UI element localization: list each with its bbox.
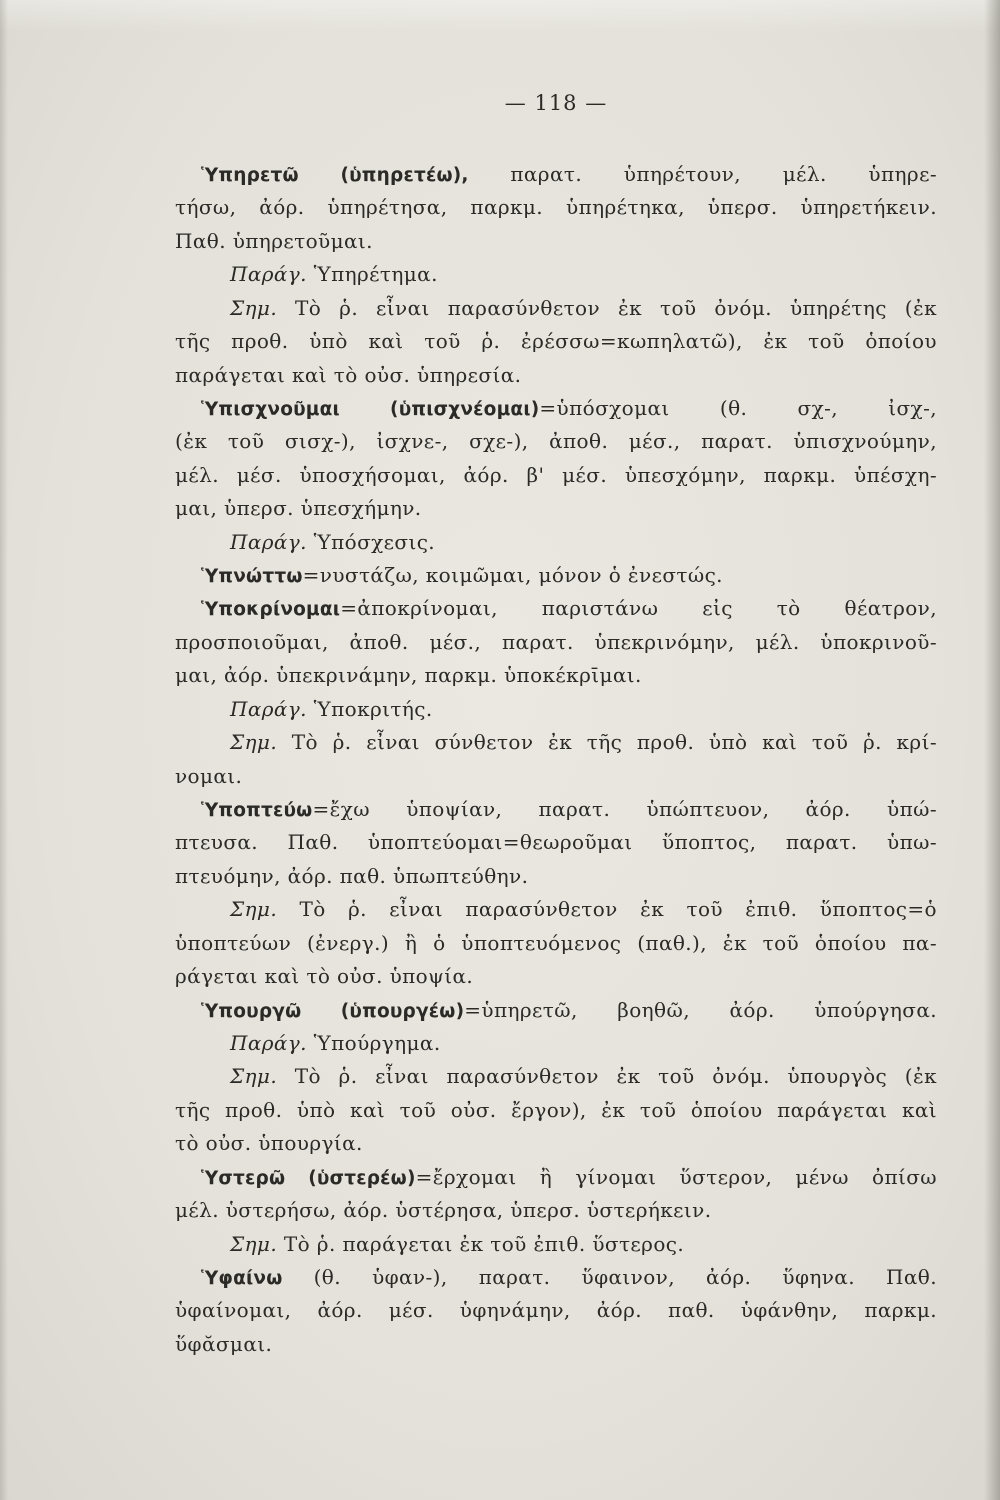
note-label: Παράγ.: [230, 696, 307, 721]
note-label: Παράγ.: [230, 529, 307, 554]
note-line: [175, 292, 937, 325]
page-number: — 118 —: [504, 91, 608, 115]
text-line: [175, 860, 937, 893]
entry-headword: Ὑστερῶ (ὑστερέω): [201, 1167, 416, 1189]
entry-line: [175, 1161, 937, 1194]
text-line: [175, 760, 937, 793]
entry-headword: Ὑφαίνω: [201, 1267, 283, 1289]
line-text: Παθ. ὑπηρετοῦμαι.: [175, 228, 373, 253]
entry-headword: Ὑπνώττω: [201, 566, 303, 588]
line-text: Τὸ ῥ. εἶναι παρασύνθετον ἐκ τοῦ ἐπιθ. ὕποπτος=ὁ: [277, 897, 937, 922]
entry-line: [175, 158, 937, 191]
text-line: [175, 1094, 937, 1127]
text-line: [175, 1328, 937, 1361]
text-block: [175, 158, 937, 1361]
line-text: Ὑπόσχεσις.: [306, 529, 436, 554]
entry-line: [175, 392, 937, 425]
line-text: (ἐκ τοῦ σισχ-), ἰσχνε-, σχε-), ἀποθ. μέσ., παρατ. ὑπισχνούμην,: [175, 429, 937, 454]
line-text: Τὸ ῥ. παράγεται ἐκ τοῦ ἐπιθ. ὕστερος.: [277, 1231, 685, 1256]
line-text: μέλ. ὑστερήσω, ἀόρ. ὑστέρησα, ὑπερσ. ὑστερήκειν.: [175, 1198, 712, 1223]
line-text: =ἀποκρίνομαι, παριστάνω εἰς τὸ θέατρον,: [340, 596, 937, 621]
line-text: πτευόμην, ἀόρ. παθ. ὑπωπτεύθην.: [175, 863, 529, 888]
line-text: Ὑπηρέτημα.: [306, 262, 438, 287]
line-text: μαι, ἀόρ. ὑπεκρινάμην, παρκμ. ὑποκέκρῑμαι.: [175, 663, 642, 688]
entry-headword: Ὑποπτεύω: [201, 800, 313, 822]
note-line: [175, 1060, 937, 1093]
line-text: προσποιοῦμαι, ἀποθ. μέσ., παρατ. ὑπεκρινόμην, μέλ. ὑποκρινοῦ-: [175, 629, 937, 654]
line-text: Ὑποκριτής.: [306, 696, 433, 721]
note-label: Παράγ.: [230, 262, 307, 287]
entry-line: [175, 793, 937, 826]
note-label: Σημ.: [230, 897, 278, 922]
line-text: παρατ. ὑπηρέτουν, μέλ. ὑπηρε-: [468, 162, 937, 186]
line-text: =ὑπηρετῶ, βοηθῶ, ἀόρ. ὑπούργησα.: [464, 997, 937, 1022]
page-edge-left: [0, 0, 8, 1500]
text-line: [175, 191, 937, 224]
entry-headword: Ὑπουργῶ (ὑπουργέω): [201, 1000, 465, 1022]
note-label: Σημ.: [230, 1064, 278, 1089]
entry-headword: Ὑπισχνοῦμαι (ὑπισχνέομαι): [201, 398, 540, 420]
entry-line: [175, 592, 937, 625]
text-line: [175, 425, 937, 458]
text-line: [175, 626, 937, 659]
text-line: [175, 225, 937, 258]
text-line: [175, 359, 937, 392]
line-text: =ἔρχομαι ἢ γίνομαι ὕστερον, μένω ὀπίσω: [415, 1164, 937, 1189]
text-line: [175, 1294, 937, 1327]
text-line: [175, 492, 937, 525]
line-text: μαι, ὑπερσ. ὑπεσχήμην.: [175, 496, 422, 521]
note-label: Σημ.: [230, 295, 278, 320]
line-text: πτευσα. Παθ. ὑποπτεύομαι=θεωροῦμαι ὕποπτος, παρατ. ὑπω-: [175, 830, 937, 855]
page-edge-right: [984, 0, 1000, 1500]
text-line: [175, 826, 937, 859]
entry-line: [175, 994, 937, 1027]
text-line: [175, 927, 937, 960]
text-line: [175, 459, 937, 492]
line-text: ράγεται καὶ τὸ οὐσ. ὑποψία.: [175, 964, 474, 989]
entry-headword: Ὑποκρίνομαι: [201, 599, 341, 621]
line-text: τῆς προθ. ὑπὸ καὶ τοῦ ῥ. ἐρέσσω=κωπηλατῶ), ἐκ τοῦ ὁποίου: [175, 329, 937, 354]
note-label: Παράγ.: [230, 1030, 307, 1055]
entry-line: [175, 559, 937, 592]
line-text: (θ. ὑφαν-), παρατ. ὕφαινον, ἀόρ. ὕφηνα. Παθ.: [282, 1264, 937, 1289]
line-text: Ὑπούργημα.: [306, 1030, 441, 1055]
text-line: [175, 1194, 937, 1227]
note-label: Σημ.: [230, 730, 278, 755]
line-text: μέλ. μέσ. ὑποσχήσομαι, ἀόρ. β' μέσ. ὑπεσχόμην, παρκμ. ὑπέσχη-: [175, 462, 937, 487]
line-text: τῆς προθ. ὑπὸ καὶ τοῦ οὐσ. ἔργον), ἐκ τοῦ ὁποίου παράγεται καὶ: [175, 1097, 937, 1122]
line-text: παράγεται καὶ τὸ οὐσ. ὑπηρεσία.: [175, 362, 522, 387]
line-text: ὕφᾰσμαι.: [175, 1331, 273, 1356]
derivative-line: [175, 526, 937, 559]
line-text: τὸ οὐσ. ὑπουργία.: [175, 1131, 363, 1156]
entry-headword: Ὑπηρετῶ (ὑπηρετέω),: [201, 165, 469, 186]
note-label: Σημ.: [230, 1231, 278, 1256]
line-text: νομαι.: [175, 763, 243, 788]
line-text: =νυστάζω, κοιμῶμαι, μόνον ὁ ἐνεστώς.: [302, 563, 723, 588]
line-text: Τὸ ῥ. εἶναι παρασύνθετον ἐκ τοῦ ὀνόμ. ὑπουργὸς (ἐκ: [277, 1064, 937, 1089]
line-text: ὑποπτεύων (ἐνεργ.) ἢ ὁ ὑποπτευόμενος (παθ.), ἐκ τοῦ ὁποίου πα-: [175, 930, 937, 955]
derivative-line: [175, 693, 937, 726]
line-text: Τὸ ῥ. εἶναι παρασύνθετον ἐκ τοῦ ὀνόμ. ὑπηρέτης (ἐκ: [277, 295, 937, 320]
line-text: Τὸ ῥ. εἶναι σύνθετον ἐκ τῆς προθ. ὑπὸ καὶ τοῦ ῥ. κρί-: [277, 730, 937, 755]
text-line: [175, 325, 937, 358]
note-line: [175, 726, 937, 759]
text-line: [175, 960, 937, 993]
note-line: [175, 893, 937, 926]
entry-line: [175, 1261, 937, 1294]
text-line: [175, 659, 937, 692]
line-text: τήσω, ἀόρ. ὑπηρέτησα, παρκμ. ὑπηρέτηκα, ὑπερσ. ὑπηρετήκειν.: [175, 195, 937, 220]
derivative-line: [175, 1027, 937, 1060]
note-line: [175, 1228, 937, 1261]
line-text: =ἔχω ὑποψίαν, παρατ. ὑπώπτευον, ἀόρ. ὑπώ-: [312, 797, 937, 822]
text-line: [175, 1127, 937, 1160]
line-text: ὑφαίνομαι, ἀόρ. μέσ. ὑφηνάμην, ἀόρ. παθ. ὑφάνθην, παρκμ.: [175, 1298, 937, 1323]
derivative-line: [175, 258, 937, 291]
line-text: =ὑπόσχομαι (θ. σχ-, ἰσχ-,: [539, 395, 937, 420]
